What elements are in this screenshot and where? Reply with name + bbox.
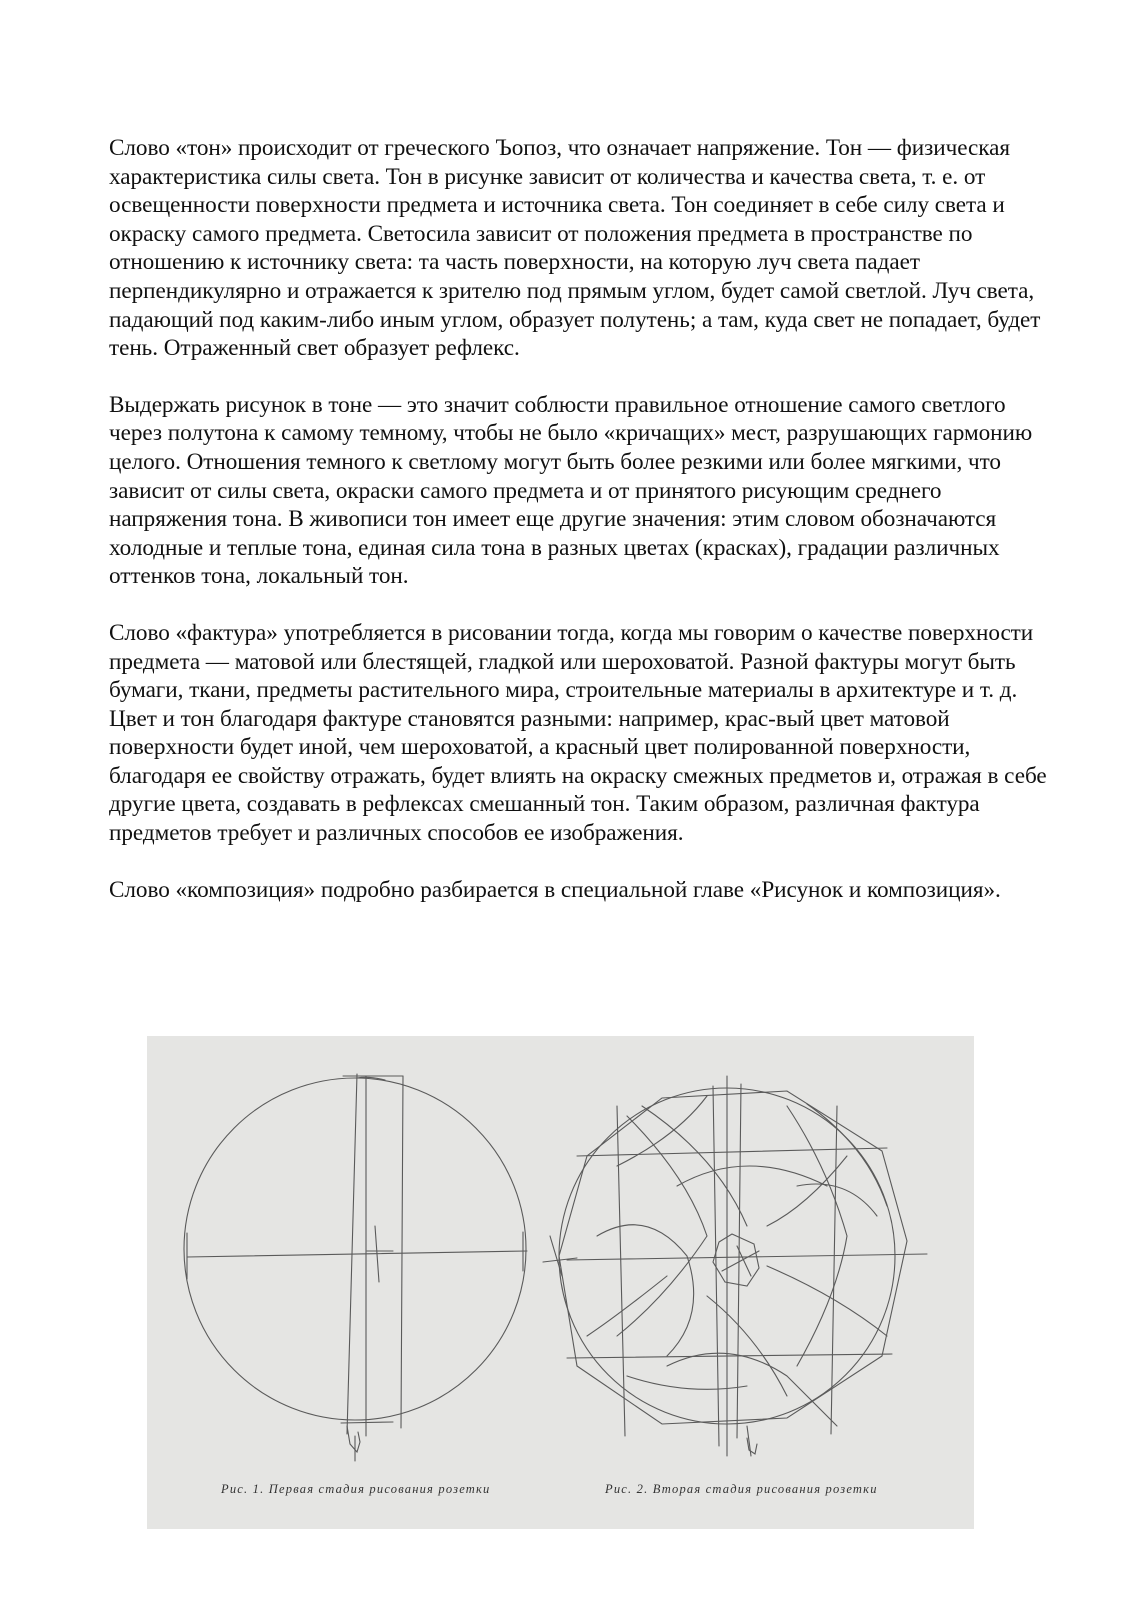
article-text [109,134,1049,904]
rosette-sketches [147,1036,974,1529]
paragraph-composition: Слово «композиция» подробно разбирается в специальной главе «Рисунок и композиция». [109,876,1001,903]
rosette-drawing-figure [147,1036,974,1529]
paragraph-texture: Слово «фактура» употребляется в рисовании тогда, когда мы говорим о качестве поверхности предмета — матовой или блестящей, гладкой или шероховатой. Разной фактуры могут быть бумаги, ткани, предметы растительного мира, строительные материалы в архитектуре и т. д. Цвет и тон благодаря фактуре становятся разными: например, крас-вый цвет матовой поверхности будет иной, чем шероховатой, а красный цвет полированной поверхности, благодаря ее свойству отражать, будет влиять на окраску смежных предметов и, отражая в себе другие цвета, создавать в рефлексах смешанный тон. Таким образом, различная фактура предметов требует и различных способов ее изображения. [109,619,1047,847]
sketch-stage-2 [559,1076,927,1456]
paragraph-tone: Слово «тон» происходит от греческого Ъопоз, что означает напряжение. Тон — физическая характеристика силы света. Тон в рисунке зависит от количества и качества света, т. е. от освещенности поверхности предмета и источника света. Тон соединяет в себе силу света и окраску самого предмета. Светосила зависит от положения предмета в пространстве по отношению к источнику света: та часть поверхности, на которую луч света падает перпендикулярно и отражается к зрителю под прямым углом, будет самой светлой. Луч света, падающий под каким-либо иным углом, образует полутень; а там, куда свет не попадает, будет тень. Отраженный свет образует рефлекс. [109,135,1041,362]
figure-2-caption: Рис. 2. Вторая стадия рисования розетки [605,1482,878,1496]
paragraph-tonal-drawing: Выдержать рисунок в тоне — это значит соблюсти правильное отношение самого светлого через полутона к самому темному, чтобы не было «кричащих» мест, разрушающих гармонию целого. Отношения темного к светлому могут быть более резкими или более мягкими, что зависит от силы света, окраски самого предмета и от принятого рисующим среднего напряжения тона. В живописи тон имеет еще другие значения: этим словом обозначаются холодные и теплые тона, единая сила тона в разных цветах (красках), градации различных оттенков тона, локальный тон. [109,391,1033,590]
sketch-stage-1 [184,1074,577,1461]
figure-1-caption: Рис. 1. Первая стадия рисования розетки [221,1482,491,1496]
